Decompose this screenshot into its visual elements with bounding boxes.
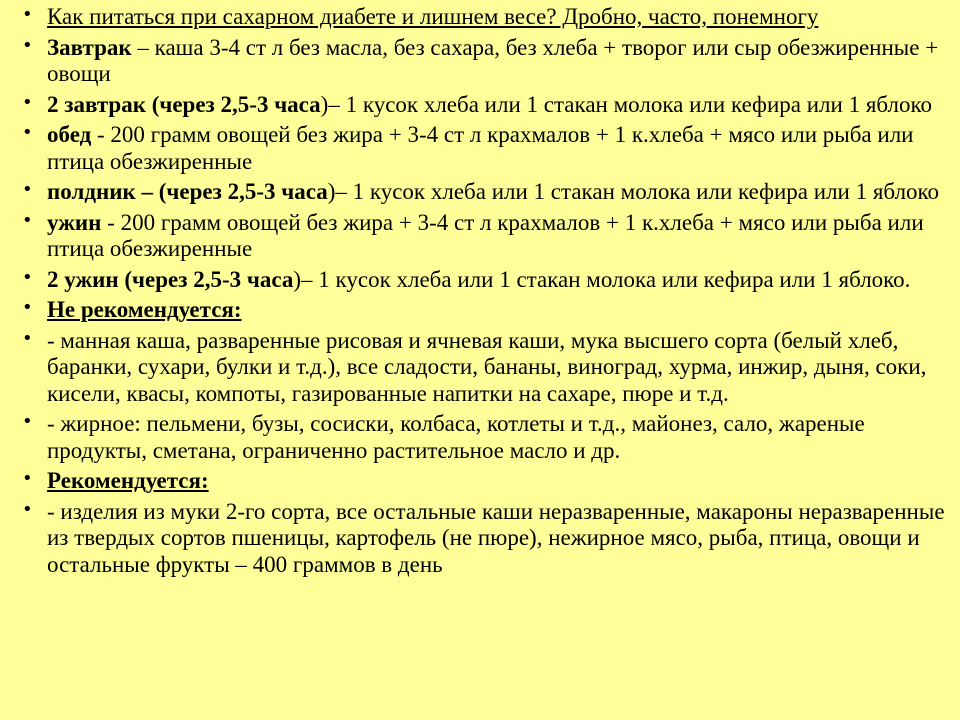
recommended-item <box>22 499 947 579</box>
bullet-icon: • <box>22 266 33 288</box>
meal-title: Завтрак <box>47 34 132 60</box>
bullet-icon: • <box>22 179 33 200</box>
meal-separator: )– <box>293 266 319 292</box>
bullet-icon: • <box>22 498 33 520</box>
meal-title: ужин <box>47 209 102 235</box>
bullet-icon: • <box>22 209 33 231</box>
meal-text: 1 кусок хлеба или 1 стакан молока или кефира или 1 яблоко. <box>318 266 911 292</box>
recommended-label: Рекомендуется: <box>47 468 209 493</box>
not-recommended-text: - жирное: пельмени, бузы, сосиски, колбаса, котлеты и т.д., майонез, сало, жареные продукты, сметана, ограниченно растительное масло и др. <box>47 411 865 463</box>
heading-item <box>22 4 947 31</box>
meal-text: 200 грамм овощей без жира + 3-4 ст л крахмалов + 1 к.хлеба + мясо или рыба или птица обезжиренные <box>47 209 924 261</box>
bullet-icon: • <box>22 34 33 56</box>
meal-text: 1 кусок хлеба или 1 стакан молока или кефира или 1 яблоко <box>345 91 933 117</box>
not-recommended-heading <box>22 297 947 324</box>
meal-item-lunch <box>22 122 947 175</box>
bullet-icon: • <box>22 91 33 113</box>
not-recommended-item <box>22 411 947 464</box>
meal-separator: )– <box>320 91 346 117</box>
meal-item-second-breakfast <box>22 92 947 119</box>
meal-text: 1 кусок хлеба или 1 стакан молока или кефира или 1 яблоко <box>352 179 940 204</box>
bullet-icon: • <box>22 297 33 318</box>
slide-heading: Как питаться при сахарном диабете и лишнем весе? Дробно, часто, понемногу <box>47 4 819 29</box>
meal-title: 2 завтрак (через 2,5-3 часа <box>47 91 321 117</box>
recommended-heading <box>22 468 947 495</box>
meal-text: 200 грамм овощей без жира + 3-4 ст л крахмалов + 1 к.хлеба + мясо или рыба или птица обезжиренные <box>47 122 914 174</box>
meal-item-afternoon-snack <box>22 179 947 206</box>
bullet-icon: • <box>22 122 33 143</box>
meal-title: обед <box>47 122 92 147</box>
meal-title: 2 ужин (через 2,5-3 часа <box>47 266 294 292</box>
bullet-icon: • <box>22 411 33 432</box>
meal-separator: – <box>131 34 155 60</box>
meal-separator: )– <box>327 179 353 204</box>
meal-title: полдник – (через 2,5-3 часа <box>47 179 328 204</box>
meal-separator: - <box>91 122 111 147</box>
not-recommended-label: Не рекомендуется: <box>47 297 242 322</box>
not-recommended-item <box>22 328 947 408</box>
recommended-text: - изделия из муки 2-го сорта, все остальные каши неразваренные, макароны неразваренные из твердых сортов пшеницы, картофель (не пюре), нежирное мясо, рыба, птица, овощи и остальные фрукты – 400 граммов в день <box>47 498 945 577</box>
bullet-icon: • <box>22 4 33 25</box>
meal-item-second-dinner <box>22 267 947 294</box>
bullet-icon: • <box>22 327 33 349</box>
not-recommended-text: - манная каша, разваренные рисовая и ячневая каши, мука высшего сорта (белый хлеб, баранки, сухари, булки и т.д.), все сладости, бананы, виноград, хурма, инжир, дыня, соки, кисели, квасы, компоты, газированные напитки на сахаре, пюре и т.д. <box>47 327 927 406</box>
meal-text: каша 3-4 ст л без масла, без сахара, без хлеба + творог или сыр обезжиренные + овощи <box>47 34 939 86</box>
meal-item-breakfast <box>22 35 947 88</box>
meal-separator: - <box>101 209 121 235</box>
bullet-icon: • <box>22 468 33 489</box>
meal-item-dinner <box>22 210 947 263</box>
bullet-list <box>22 4 947 582</box>
